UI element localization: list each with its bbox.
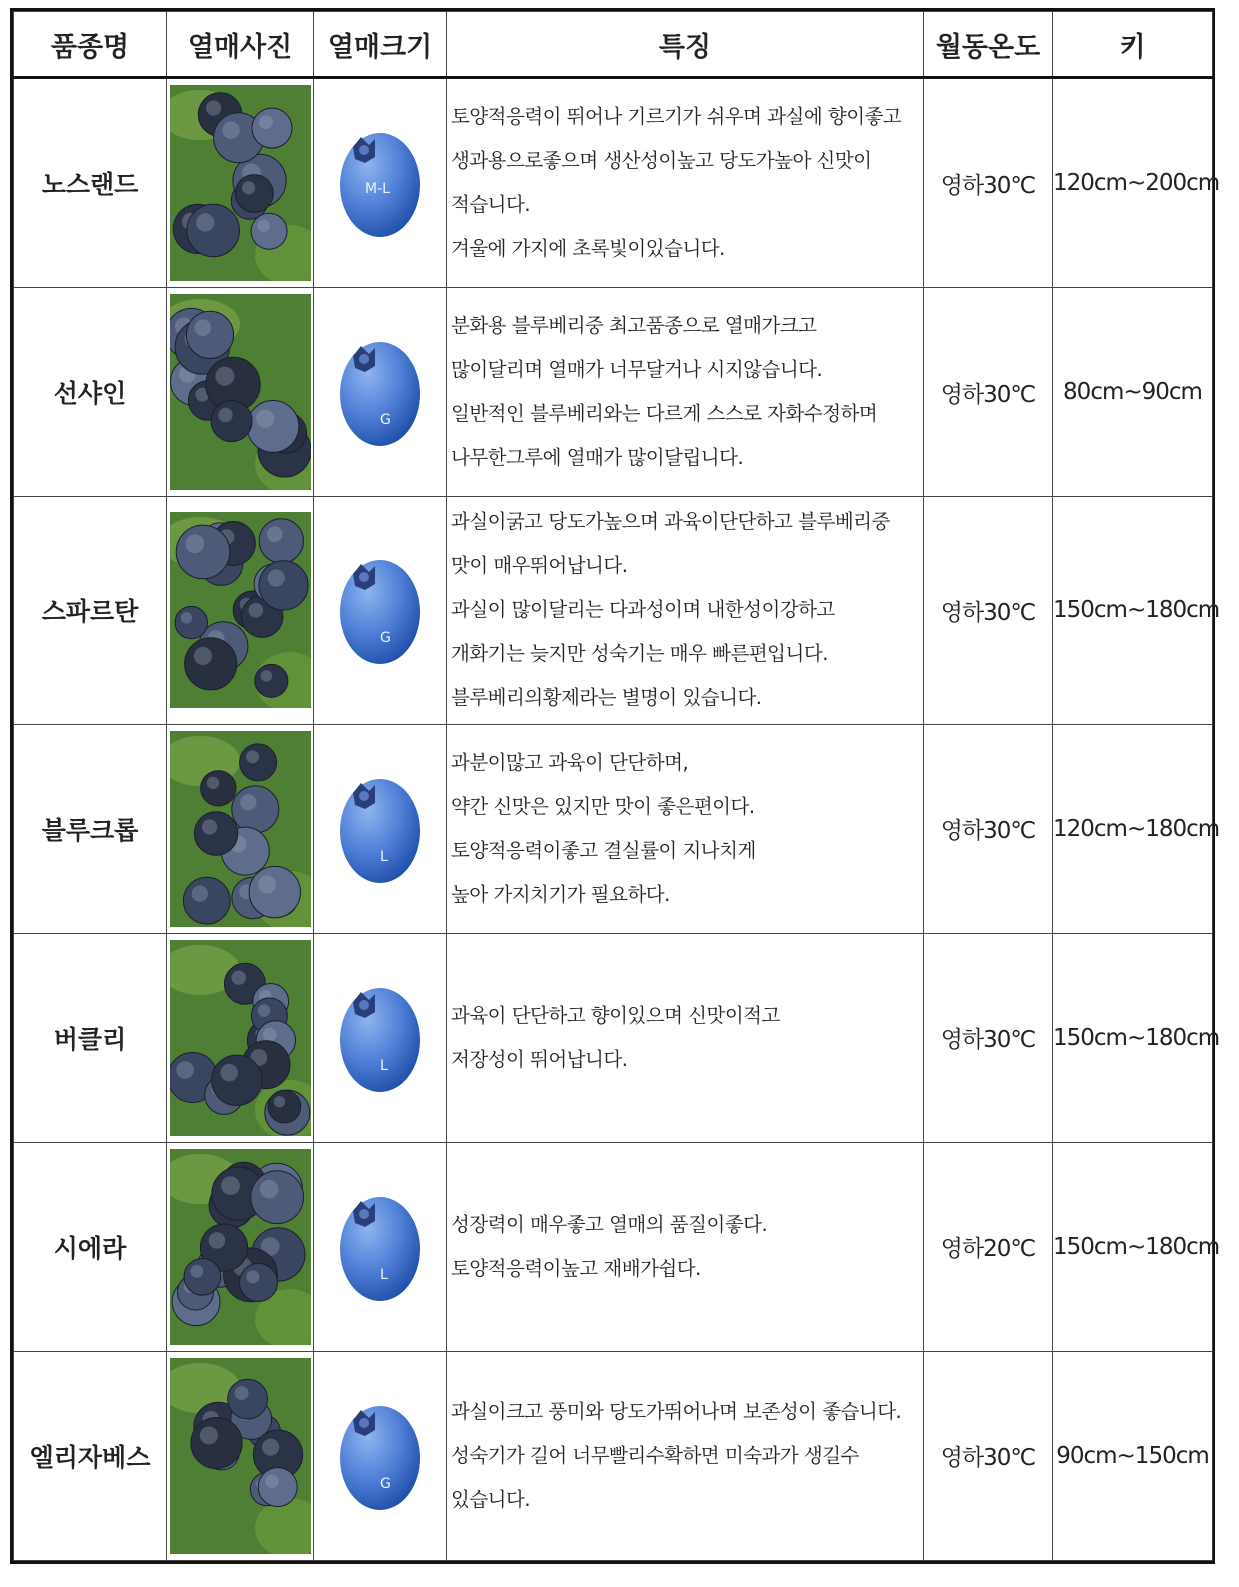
fruit-size-badge xyxy=(335,332,425,452)
blueberry-photo-image xyxy=(170,85,311,281)
berry-highlight xyxy=(194,647,212,665)
fruit-photo-cell xyxy=(167,497,314,724)
table-row xyxy=(14,78,1213,288)
blueberry-photo-image xyxy=(170,1358,311,1554)
berry-highlight xyxy=(221,1176,240,1195)
berry-highlight xyxy=(258,875,276,893)
berry-highlight xyxy=(274,1096,285,1107)
feature-line: 많이달리며 열매가 너무달거나 시지않습니다. xyxy=(451,358,823,382)
table-row xyxy=(14,1351,1213,1560)
blueberry-photo-image xyxy=(170,1149,311,1345)
fruit-photo-cell xyxy=(167,933,314,1142)
plant-height: 80cm~90cm xyxy=(1053,288,1213,497)
berry-shape xyxy=(247,401,299,453)
berry-shape xyxy=(185,638,237,690)
berry-shape xyxy=(187,204,240,257)
berry-shape xyxy=(183,877,230,924)
plant-height: 150cm~180cm xyxy=(1053,1142,1213,1351)
feature-line: 블루베리의황제라는 별명이 있습니다. xyxy=(451,686,762,710)
fruit-size-badge xyxy=(335,1396,425,1516)
berry-shape xyxy=(201,770,236,805)
berry-highlight xyxy=(215,367,234,386)
header-photo: 열매사진 xyxy=(167,12,314,78)
header-size: 열매크기 xyxy=(314,12,447,78)
berry-highlight xyxy=(263,1027,277,1041)
berry-shape xyxy=(232,785,279,832)
fruit-size-cell xyxy=(314,78,447,288)
variety-name: 블루크롭 xyxy=(14,724,167,933)
berry-shape xyxy=(240,743,277,780)
berry-shape xyxy=(184,1258,221,1295)
berry-highlight xyxy=(181,612,192,623)
header-temp: 월동온도 xyxy=(924,12,1053,78)
fruit-size-badge xyxy=(335,123,425,243)
blueberry-photo-image xyxy=(170,940,311,1136)
berry-highlight xyxy=(267,527,283,543)
features-cell xyxy=(447,724,924,933)
feature-line: 과분이많고 과육이 단단하며, xyxy=(451,750,689,774)
berry-shape xyxy=(191,1417,242,1468)
berry-highlight xyxy=(246,1270,259,1283)
berry-highlight xyxy=(191,1265,204,1278)
fruit-photo-cell xyxy=(167,288,314,497)
berry-highlight xyxy=(257,220,270,233)
berry-highlight xyxy=(242,181,255,194)
feature-line: 저장성이 뛰어납니다. xyxy=(451,1047,628,1071)
berry-shape xyxy=(258,1468,297,1507)
berry-shape xyxy=(259,519,303,563)
fruit-size-cell xyxy=(314,288,447,497)
berry-shape xyxy=(240,1263,278,1301)
fruit-size-badge xyxy=(335,1187,425,1307)
berry-highlight xyxy=(196,213,214,231)
fruit-photo xyxy=(170,85,311,281)
berry-highlight xyxy=(249,603,264,618)
berry-highlight xyxy=(186,535,205,554)
variety-name: 스파르탄 xyxy=(14,497,167,724)
berry-shape xyxy=(175,607,207,639)
features-cell xyxy=(447,1142,924,1351)
feature-line: 과육이 단단하고 향이있으며 신맛이적고 xyxy=(451,1003,780,1027)
plant-height: 150cm~180cm xyxy=(1053,497,1213,724)
feature-line: 토양적응력이 뛰어나 기르기가 쉬우며 과실에 향이좋고 xyxy=(451,105,902,129)
berry-shape xyxy=(176,525,230,579)
berry-highlight xyxy=(200,1426,218,1444)
feature-line: 성장력이 매우좋고 열매의 품질이좋다. xyxy=(451,1212,768,1236)
berry-highlight xyxy=(222,122,239,139)
blueberry-size-icon xyxy=(335,978,425,1098)
feature-line: 일반적인 블루베리와는 다르게 스스로 자화수정하며 xyxy=(451,402,878,426)
berry-shape xyxy=(268,1090,301,1123)
feature-line: 과실이굵고 당도가높으며 과육이단단하고 블루베리중 xyxy=(451,510,890,534)
table-row xyxy=(14,288,1213,497)
berry-shape xyxy=(255,665,288,698)
winter-temperature: 영하30℃ xyxy=(924,933,1053,1142)
table-row xyxy=(14,497,1213,724)
fruit-photo xyxy=(170,940,311,1136)
berry-highlight xyxy=(256,410,274,428)
feature-line: 토양적응력이높고 재배가쉽다. xyxy=(451,1256,701,1280)
fruit-photo-cell xyxy=(167,78,314,288)
variety-name: 엘리자베스 xyxy=(14,1351,167,1560)
fruit-photo-cell xyxy=(167,1142,314,1351)
fruit-size-badge xyxy=(335,550,425,670)
berry-shape xyxy=(194,811,237,854)
features-cell xyxy=(447,288,924,497)
berry-shape xyxy=(212,1055,262,1105)
berry-highlight xyxy=(202,819,217,834)
fruit-size-label: M-L xyxy=(365,181,390,198)
berry-highlight xyxy=(195,320,212,337)
header-features: 특징 xyxy=(447,12,924,78)
feature-line: 있습니다. xyxy=(451,1487,531,1511)
feature-line: 분화용 블루베리중 최고품종으로 열매가크고 xyxy=(451,314,817,338)
features-cell xyxy=(447,1351,924,1560)
fruit-photo-cell xyxy=(167,724,314,933)
plant-height: 120cm~200cm xyxy=(1053,78,1213,288)
feature-line: 맛이 매우뛰어납니다. xyxy=(451,554,628,578)
features-cell xyxy=(447,933,924,1142)
plant-height: 120cm~180cm xyxy=(1053,724,1213,933)
fruit-size-cell xyxy=(314,1351,447,1560)
fruit-photo xyxy=(170,1149,311,1345)
feature-line: 적습니다. xyxy=(451,193,531,217)
features-cell xyxy=(447,497,924,724)
berry-highlight xyxy=(268,570,285,587)
winter-temperature: 영하30℃ xyxy=(924,1351,1053,1560)
berry-highlight xyxy=(235,1386,249,1400)
blueberry-size-icon xyxy=(335,1396,425,1516)
header-row xyxy=(14,12,1213,78)
berry-shape xyxy=(251,1171,304,1224)
fruit-size-label: L xyxy=(380,1057,388,1074)
blueberry-size-icon xyxy=(335,769,425,889)
berry-highlight xyxy=(260,1180,279,1199)
berry-shape xyxy=(235,175,273,213)
fruit-size-badge xyxy=(335,978,425,1098)
blueberry-variety-table xyxy=(13,11,1220,1561)
fruit-size-cell xyxy=(314,933,447,1142)
fruit-size-badge xyxy=(335,769,425,889)
plant-height: 90cm~150cm xyxy=(1053,1351,1213,1560)
berry-highlight xyxy=(176,1061,194,1079)
fruit-photo-cell xyxy=(167,1351,314,1560)
blueberry-photo-image xyxy=(170,294,311,490)
berry-shape xyxy=(228,1379,268,1419)
table-row xyxy=(14,1142,1213,1351)
berry-highlight xyxy=(232,970,246,984)
plant-height: 150cm~180cm xyxy=(1053,933,1213,1142)
variety-name: 선샤인 xyxy=(14,288,167,497)
feature-line: 생과용으로좋으며 생산성이높고 당도가높아 신맛이 xyxy=(451,149,872,173)
feature-line: 과실이 많이달리는 다과성이며 내한성이강하고 xyxy=(451,598,835,622)
berry-shape xyxy=(259,561,308,610)
winter-temperature: 영하30℃ xyxy=(924,497,1053,724)
table-row xyxy=(14,933,1213,1142)
fruit-photo xyxy=(170,294,311,490)
blueberry-variety-table-frame xyxy=(10,8,1220,1564)
features-cell xyxy=(447,78,924,288)
berry-shape xyxy=(186,311,233,358)
berry-highlight xyxy=(261,670,273,682)
blueberry-size-icon xyxy=(335,1187,425,1307)
berry-highlight xyxy=(265,1474,279,1488)
berry-highlight xyxy=(218,408,232,422)
feature-line: 나무한그루에 열매가 많이달립니다. xyxy=(451,446,744,470)
blueberry-size-icon xyxy=(335,332,425,452)
winter-temperature: 영하30℃ xyxy=(924,724,1053,933)
variety-name: 노스랜드 xyxy=(14,78,167,288)
feature-line: 약간 신맛은 있지만 맛이 좋은편이다. xyxy=(451,794,755,818)
feature-line: 겨울에 가지에 초록빛이있습니다. xyxy=(451,237,725,261)
fruit-size-label: G xyxy=(380,412,391,429)
berry-shape xyxy=(249,866,300,917)
variety-name: 시에라 xyxy=(14,1142,167,1351)
fruit-size-cell xyxy=(314,724,447,933)
feature-line: 높아 가지치기가 필요하다. xyxy=(451,882,670,906)
berry-highlight xyxy=(220,1064,238,1082)
feature-line: 성숙기가 길어 너무빨리수확하면 미숙과가 생길수 xyxy=(451,1443,859,1467)
fruit-size-cell xyxy=(314,497,447,724)
variety-name: 버클리 xyxy=(14,933,167,1142)
berry-highlight xyxy=(240,794,256,810)
berry-shape xyxy=(211,401,252,442)
header-height: 키 xyxy=(1053,12,1213,78)
fruit-photo xyxy=(170,1358,311,1554)
blueberry-photo-image xyxy=(170,512,311,708)
berry-highlight xyxy=(262,1439,279,1456)
berry-shape xyxy=(252,108,292,148)
fruit-photo xyxy=(170,731,311,927)
berry-highlight xyxy=(207,776,219,788)
winter-temperature: 영하30℃ xyxy=(924,78,1053,288)
berry-highlight xyxy=(206,101,221,116)
table-row xyxy=(14,724,1213,933)
blueberry-size-icon xyxy=(335,550,425,670)
fruit-size-label: L xyxy=(380,848,388,865)
feature-line: 과실이크고 풍미와 당도가뛰어나며 보존성이 좋습니다. xyxy=(451,1399,902,1423)
winter-temperature: 영하20℃ xyxy=(924,1142,1053,1351)
fruit-photo xyxy=(170,512,311,708)
berry-highlight xyxy=(258,1004,271,1017)
fruit-size-cell xyxy=(314,1142,447,1351)
fruit-size-label: L xyxy=(380,1266,388,1283)
header-name: 품종명 xyxy=(14,12,167,78)
feature-line: 개화기는 늦지만 성숙기는 매우 빠른편입니다. xyxy=(451,642,828,666)
winter-temperature: 영하30℃ xyxy=(924,288,1053,497)
fruit-size-label: G xyxy=(380,630,391,647)
berry-highlight xyxy=(192,885,208,901)
berry-highlight xyxy=(246,750,259,763)
fruit-size-label: G xyxy=(380,1475,391,1492)
berry-shape xyxy=(251,213,287,249)
feature-line: 토양적응력이좋고 결실률이 지나치게 xyxy=(451,838,756,862)
blueberry-photo-image xyxy=(170,731,311,927)
berry-highlight xyxy=(259,115,273,129)
berry-highlight xyxy=(209,1232,226,1249)
